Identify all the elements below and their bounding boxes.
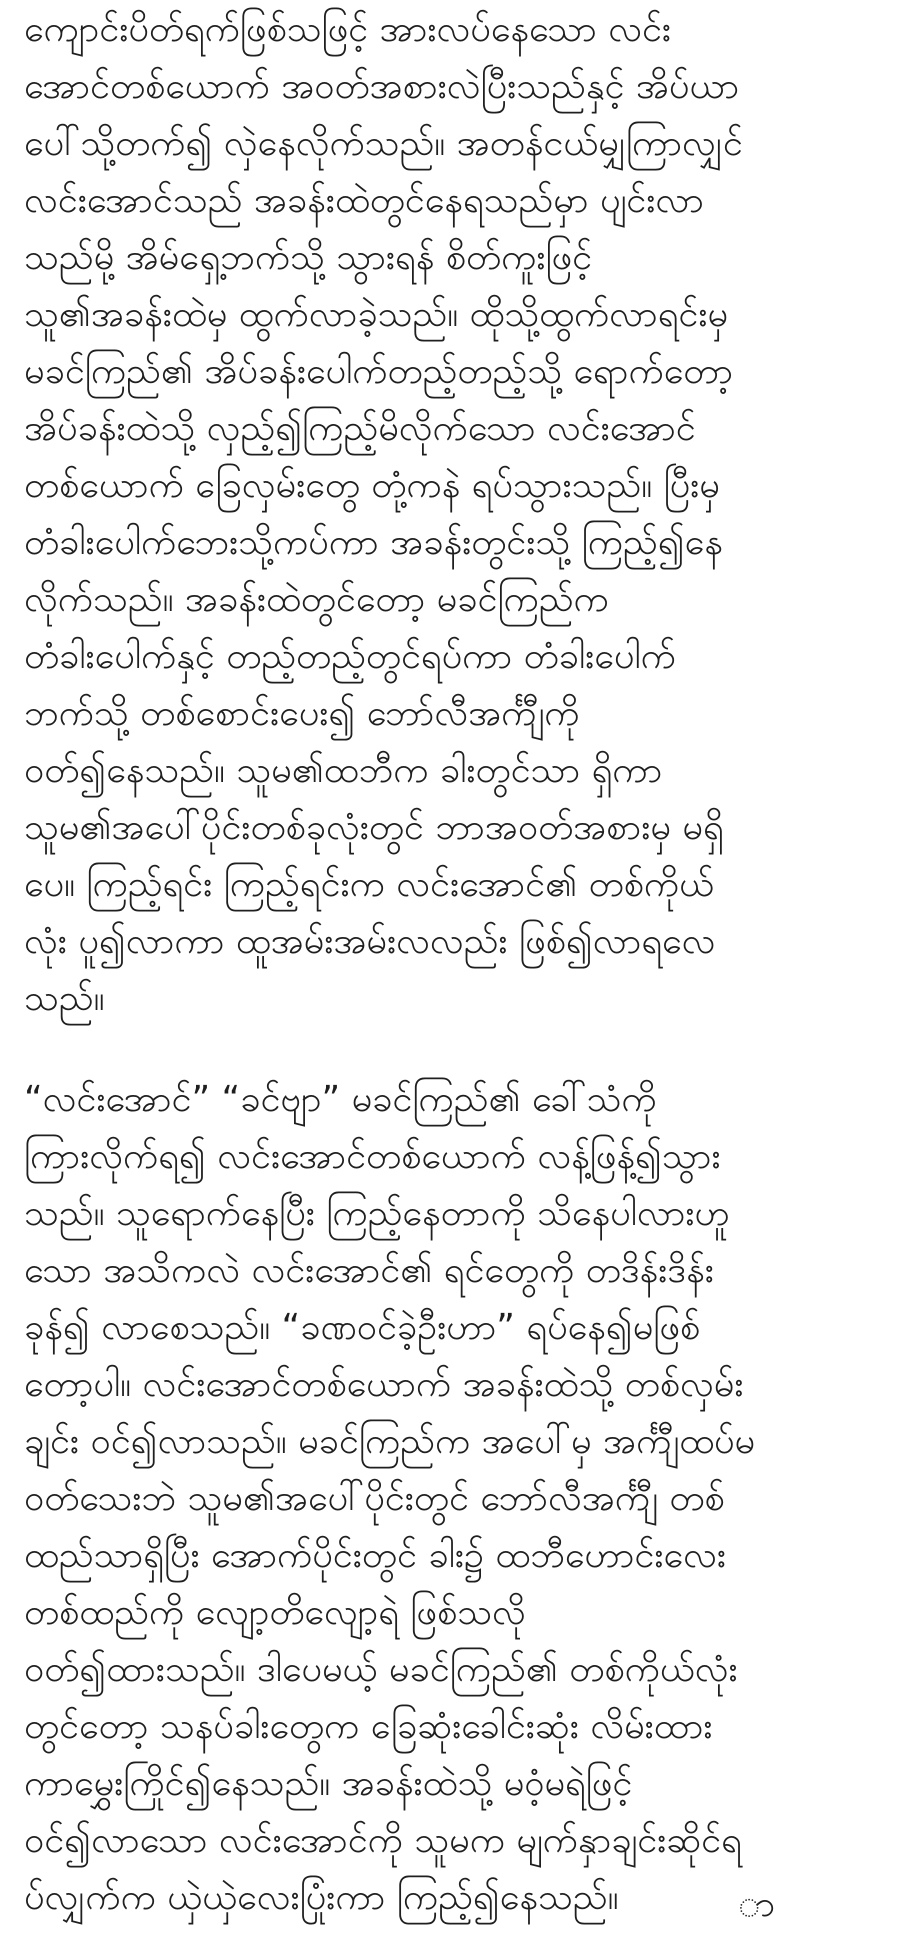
text-line: သည်။ သူရောက်နေပြီး ကြည့်နေတာကို သိနေပါလားဟူ (24, 1193, 730, 1234)
text-line: ဝင်၍လာသော လင်းအောင်ကို သူမက မျက်နှာချင်းဆိုင်ရ (24, 1820, 742, 1861)
text-line: မခင်ကြည်၏ အိပ်ခန်းပေါက်တည့်တည့်သို့ ရောက်တော့ (24, 351, 734, 392)
text-line: ဝတ်၍နေသည်။ သူမ၏ထဘီက ခါးတွင်သာ ရှိကာ (24, 750, 663, 791)
text-line: အောင်တစ်ယောက် အဝတ်အစားလဲပြီးသည်နှင့် အိပ်ယာ (24, 66, 740, 107)
text-line: လုံး ပူ၍လာကာ ထူအမ်းအမ်းလလည်း ဖြစ်၍လာရလေ (24, 921, 716, 962)
text-line: လိုက်သည်။ အခန်းထဲတွင်တော့ မခင်ကြည်က (24, 579, 609, 620)
text-line: ပ်လျှက်က ယှဲယှဲလေးပြုံးကာ ကြည့်၍နေသည်။ (24, 1877, 619, 1918)
text-line: လင်းအောင်သည် အခန်းထဲတွင်နေရသည်မှာ ပျင်းလာ (24, 180, 704, 221)
next-line-glyph: ာ (738, 1884, 776, 1925)
text-line: ပေါ်သို့တက်၍ လှဲနေလိုက်သည်။ အတန်ငယ်မျှကြာလျှင် (24, 123, 743, 164)
text-line: ကာမွှေးကြိုင်၍နေသည်။ အခန်းထဲသို့ မဝံ့မရဲဖြင့် (24, 1763, 633, 1804)
text-line: သည်။ (24, 978, 105, 1019)
text-line: ထည်သာရှိပြီး အောက်ပိုင်းတွင် ခါး၌ ထဘီဟောင်းလေး (24, 1535, 726, 1576)
text-line: ခုန်၍ လာစေသည်။ “ခဏဝင်ခဲ့ဦးဟာ” ရပ်နေ၍မဖြစ် (24, 1307, 701, 1348)
text-line: ဘက်သို့ တစ်စောင်းပေး၍ ဘော်လီအင်္ကျီကို (24, 693, 580, 734)
text-line: သော အသိကလဲ လင်းအောင်၏ ရင်တွေကို တဒိန်းဒိန်း (24, 1250, 714, 1291)
paragraph (24, 1, 894, 1027)
text-line: ကျောင်းပိတ်ရက်ဖြစ်သဖြင့် အားလပ်နေသော လင်း (24, 9, 672, 50)
text-line: သူမ၏အပေါ်ပိုင်းတစ်ခုလုံးတွင် ဘာအဝတ်အစားမှ မရှိ (24, 807, 724, 848)
text-line: တော့ပါ။ လင်းအောင်တစ်ယောက် အခန်းထဲသို့ တစ်လှမ်း (24, 1364, 744, 1405)
text-line: ကြားလိုက်ရ၍ လင်းအောင်တစ်ယောက် လန့်ဖြန့်၍သွား (24, 1136, 721, 1177)
text-line: တစ်ယောက် ခြေလှမ်းတွေ တုံ့ကနဲ ရပ်သွားသည်။ ပြီးမှ (24, 465, 720, 506)
text-line: တံခါးပေါက်နှင့် တည့်တည့်တွင်ရပ်ကာ တံခါးပေါက် (24, 636, 676, 677)
paragraph (24, 1071, 894, 1926)
text-line: ပေ။ ကြည့်ရင်း ကြည့်ရင်းက လင်းအောင်၏ တစ်ကိုယ် (24, 864, 715, 905)
paragraph-gap (24, 1027, 894, 1071)
text-line: သည်မို့ အိမ်ရှေ့ဘက်သို့ သွားရန် စိတ်ကူးဖြင့် (24, 237, 593, 278)
text-line: တွင်တော့ သနပ်ခါးတွေက ခြေဆုံးခေါင်းဆုံး လိမ်းထား (24, 1706, 713, 1747)
text-line: ဝတ်၍ထားသည်။ ဒါပေမယ့် မခင်ကြည်၏ တစ်ကိုယ်လုံး (24, 1649, 738, 1690)
text-line: ဝတ်သေးဘဲ သူမ၏အပေါ်ပိုင်းတွင် ဘော်လီအင်္ကျီ တစ် (24, 1478, 725, 1519)
text-line: သူ၏အခန်းထဲမှ ထွက်လာခဲ့သည်။ ထိုသို့ထွက်လာရင်းမှ (24, 294, 729, 335)
text-line: တစ်ထည်ကို လျော့တိလျော့ရဲ ဖြစ်သလို (24, 1592, 526, 1633)
text-line: ချင်း ဝင်၍လာသည်။ မခင်ကြည်က အပေါ်မှ အင်္ကျီထပ်မ (24, 1421, 756, 1462)
text-line: တံခါးပေါက်ဘေးသို့ကပ်ကာ အခန်းတွင်းသို့ ကြည့်၍နေ (24, 522, 723, 563)
text-line: အိပ်ခန်းထဲသို့ လှည့်၍ကြည့်မိလိုက်သော လင်းအောင် (24, 408, 696, 449)
text-line: “လင်းအောင်” “ခင်ဗျာ” မခင်ကြည်၏ ခေါ်သံကို (24, 1079, 657, 1120)
